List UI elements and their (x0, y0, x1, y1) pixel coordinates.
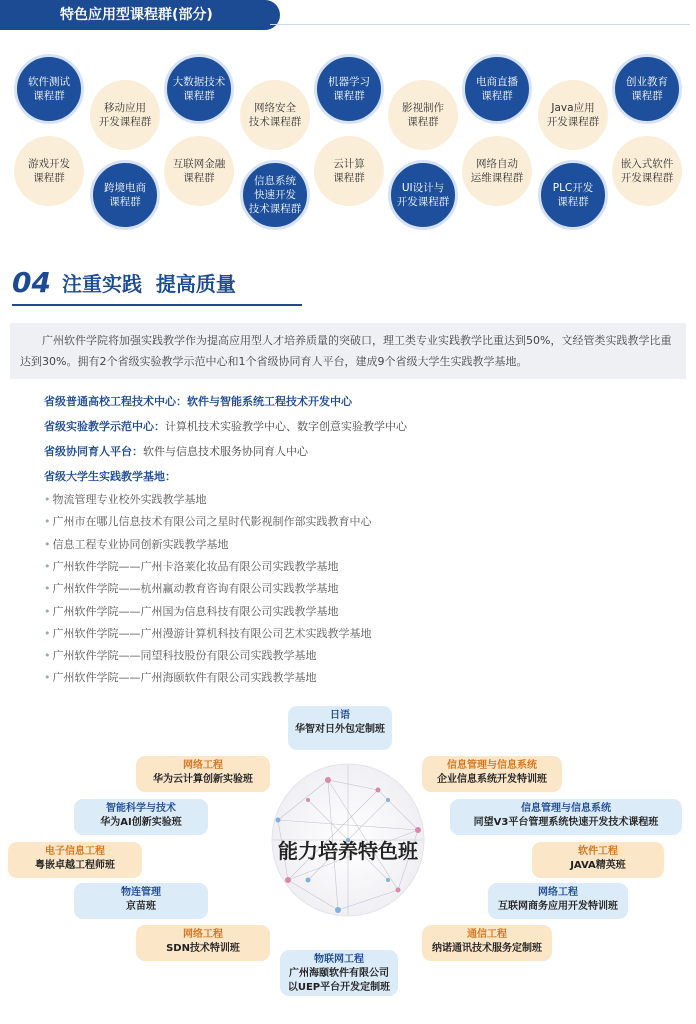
practice-base-item (44, 581, 339, 597)
special-class-card (136, 925, 270, 961)
special-class-card (8, 842, 142, 878)
special-class-card (422, 925, 552, 961)
special-class-card (136, 756, 270, 792)
class-name: JAVA精英班 (570, 860, 626, 871)
section-title: 注重实践 提高质量 (62, 272, 236, 296)
course-group-circle: 游戏开发 课程群 (14, 136, 84, 206)
practice-base-label: 广州软件学院——同望科技股份有限公司实践教学基地 (52, 649, 317, 663)
practice-base-label: 广州软件学院——杭州赢动教育咨询有限公司实践教学基地 (52, 582, 339, 596)
practice-base-item (44, 670, 317, 686)
practice-base-item (44, 537, 229, 553)
class-name: 华为云计算创新实验班 (153, 774, 253, 785)
practice-base-label: 广州软件学院——广州海颐软件有限公司实践教学基地 (52, 671, 317, 685)
center-value: 计算机技术实验教学中心、数字创意实验教学中心 (165, 420, 407, 433)
practice-base-label: 信息工程专业协同创新实践教学基地 (52, 537, 229, 551)
bullet-icon: • (44, 582, 51, 596)
center-item (44, 444, 308, 460)
practice-base-item (44, 604, 339, 620)
course-group-circle: 网络安全 技术课程群 (240, 80, 310, 150)
bullet-icon: • (44, 493, 51, 506)
section-underline (12, 304, 302, 306)
course-group-circle: 跨境电商 课程群 (90, 160, 160, 230)
course-group-circle: 电商直播 课程群 (462, 54, 532, 124)
bullet-icon: • (44, 626, 51, 640)
intro-paragraph: 广州软件学院将加强实践教学作为提高应用型人才培养质量的突破口，理工类专业实践教学比重达到50%，文经管类实践教学比重达到30%。拥有2个省级实验教学示范中心和1个省级协同育人平台，建成9个省级大学生实践教学基地。 (20, 334, 672, 368)
bullet-icon: • (44, 537, 51, 551)
center-item (44, 419, 407, 435)
class-name: 纳诺通讯技术服务定制班 (432, 943, 542, 954)
course-group-circle: 网络自动 运维课程群 (462, 136, 532, 206)
class-major: 电子信息工程 (45, 846, 105, 857)
special-class-card (488, 883, 628, 919)
practice-base-item (44, 514, 372, 530)
section-header-title: 特色应用型课程群(部分) (60, 7, 213, 23)
practice-base-label: 广州软件学院——广州卡洛莱化妆品有限公司实践教学基地 (52, 559, 339, 573)
class-major: 物联网工程 (314, 954, 364, 965)
course-group-circle: 云计算 课程群 (314, 136, 384, 206)
course-group-circle: PLC开发 课程群 (538, 160, 608, 230)
course-group-circle: Java应用 开发课程群 (538, 80, 608, 150)
class-major: 网络工程 (183, 929, 223, 940)
bullet-icon: • (44, 515, 51, 529)
course-group-circle: 软件测试 课程群 (14, 54, 84, 124)
special-class-card (74, 883, 208, 919)
center-item (44, 394, 352, 410)
course-group-circle: 创业教育 课程群 (612, 54, 682, 124)
class-major: 通信工程 (467, 929, 507, 940)
class-name: 华为AI创新实验班 (100, 817, 182, 828)
course-group-circle: 影视制作 课程群 (388, 80, 458, 150)
class-major: 信息管理与信息系统 (447, 760, 537, 771)
divider (270, 24, 690, 25)
practice-base-item (44, 559, 339, 575)
class-name: 粤嵌卓越工程师班 (35, 860, 115, 871)
center-title: 能力培养特色班 (278, 839, 418, 863)
center-key: 省级实验教学示范中心： (44, 420, 165, 433)
section-number: 04 (12, 266, 51, 299)
special-class-card (280, 950, 398, 996)
practice-base-label: 广州市在哪儿信息技术有限公司之星时代影视制作部实践教育中心 (52, 515, 372, 529)
class-major: 网络工程 (183, 760, 223, 771)
special-class-card (450, 799, 682, 835)
course-group-circle: 移动应用 开发课程群 (90, 80, 160, 150)
center-value: 软件与智能系统工程技术开发中心 (187, 395, 352, 408)
course-group-circle: UI设计与 开发课程群 (388, 160, 458, 230)
practice-base-label: 广州软件学院——广州漫游计算机科技有限公司艺术实践教学基地 (52, 626, 372, 640)
class-name: 华智对日外包定制班 (295, 724, 385, 735)
practice-base-item (44, 492, 207, 508)
special-class-card (532, 842, 664, 878)
class-name: SDN技术特训班 (166, 943, 240, 954)
class-major: 物连管理 (121, 887, 161, 898)
class-name: 广州海颐软件有限公司 以UEP平台开发定制班 (287, 968, 391, 993)
class-name: 京苗班 (126, 901, 156, 912)
course-group-circle: 机器学习 课程群 (314, 54, 384, 124)
center-item (44, 469, 176, 485)
class-major: 软件工程 (578, 846, 618, 857)
special-class-card (74, 799, 208, 835)
center-key: 省级协同育人平台： (44, 445, 143, 458)
center-value: 软件与信息技术服务协同育人中心 (143, 445, 308, 458)
class-major: 智能科学与技术 (106, 803, 176, 814)
center-key: 省级大学生实践教学基地： (44, 470, 176, 483)
center-key: 省级普通高校工程技术中心： (44, 395, 187, 408)
practice-base-item (44, 648, 317, 664)
class-major: 日语 (330, 710, 350, 721)
bullet-icon: • (44, 671, 51, 685)
course-group-circle: 互联网金融 课程群 (164, 136, 234, 206)
class-major: 信息管理与信息系统 (521, 803, 611, 814)
class-major: 网络工程 (538, 887, 578, 898)
practice-base-label: 物流管理专业校外实践教学基地 (52, 493, 207, 506)
class-name: 互联网商务应用开发特训班 (498, 901, 618, 912)
bullet-icon: • (44, 559, 51, 573)
special-class-card (288, 706, 392, 750)
bullet-icon: • (44, 649, 51, 663)
course-group-circle: 大数据技术 课程群 (164, 54, 234, 124)
practice-base-label: 广州软件学院——广州国为信息科技有限公司实践教学基地 (52, 604, 339, 618)
class-name: 企业信息系统开发特训班 (437, 774, 547, 785)
bullet-icon: • (44, 604, 51, 618)
special-class-card (422, 756, 562, 792)
practice-base-item (44, 626, 372, 642)
course-group-circle: 信息系统 快速开发 技术课程群 (240, 160, 310, 230)
course-group-circle: 嵌入式软件 开发课程群 (612, 136, 682, 206)
class-name: 同望V3平台管理系统快速开发技术课程班 (473, 817, 659, 828)
